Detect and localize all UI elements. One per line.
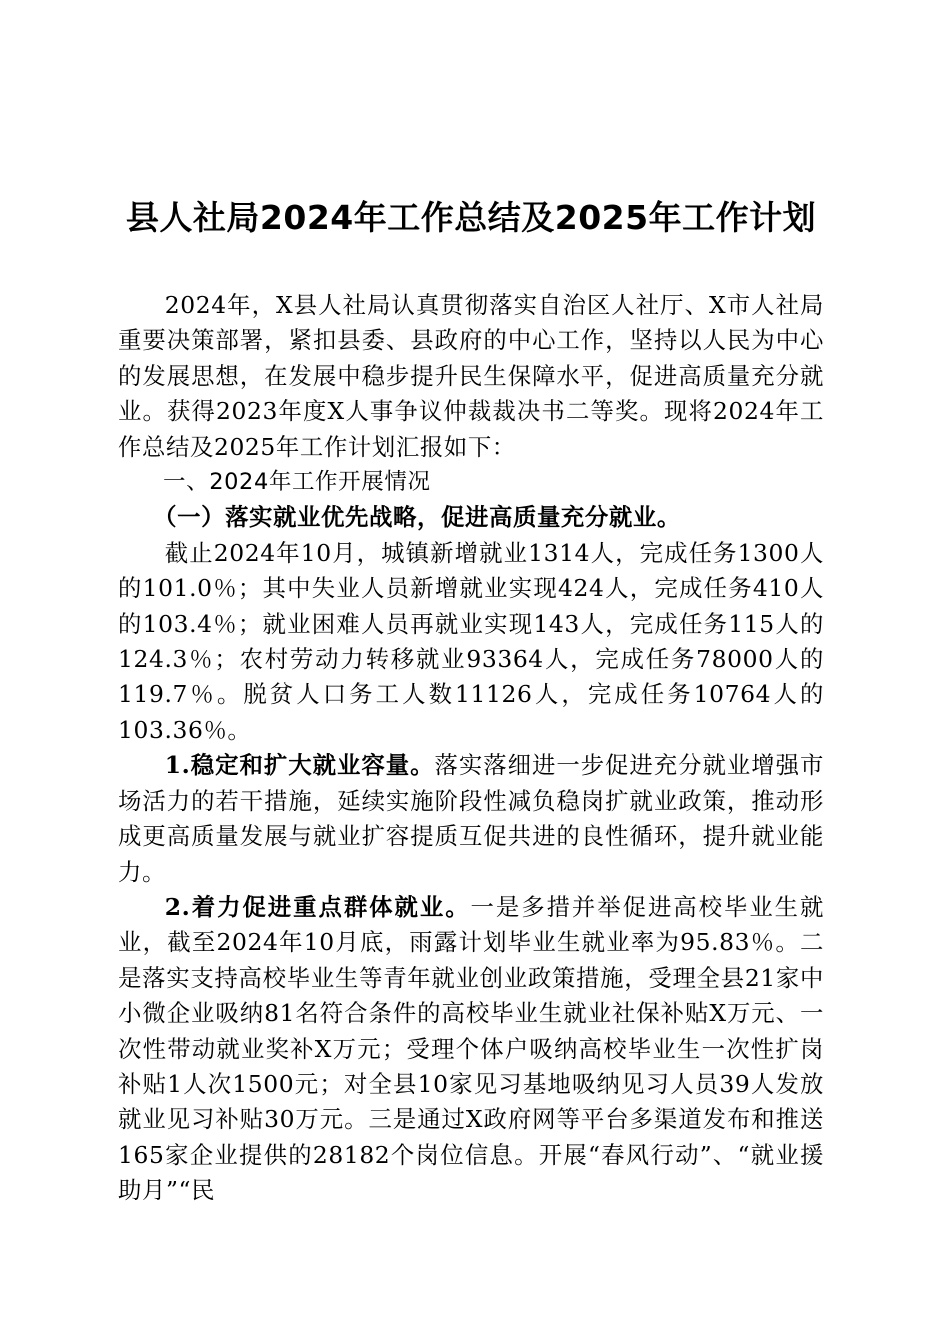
intro-paragraph: 2024年，X县人社局认真贯彻落实自治区人社厅、X市人社局重要决策部署，紧扣县委、县政府的中心工作，坚持以人民为中心的发展思想，在发展中稳步提升民生保障水平，促进高质量充分就业。获得2023年度X人事争议仲裁裁决书二等奖。现将2024年工作总结及2025年工作计划汇报如下： <box>118 291 824 461</box>
section-heading: 一、2024年工作开展情况 <box>163 469 431 496</box>
item-1-paragraph <box>118 748 824 890</box>
document-body <box>118 288 824 1209</box>
employment-stats-paragraph: 截止2024年10月，城镇新增就业1314人，完成任务1300人的101.0％；其中失业人员新增就业实现424人，完成任务410人的103.4％；就业困难人员再就业实现143人，完成任务115人的124.3％；农村劳动力转移就业93364人，完成任务78000人的119.7％。脱贫人口务工人数11126人，完成任务10764人的103.36％。 <box>118 538 824 744</box>
item-2-text: 一是多措并举促进高校毕业生就业，截至2024年10月底，雨露计划毕业生就业率为95.83％。二是落实支持高校毕业生等青年就业创业政策措施，受理全县21家中小微企业吸纳81名符合条件的高校毕业生就业社保补贴X万元、一次性带动就业奖补X万元；受理个体户吸纳高校毕业生一次性扩岗补贴1人次1500元；对全县10家见习基地吸纳见习人员39人发放就业见习补贴30万元。三是通过X政府网等平台多渠道发布和推送165家企业提供的28182个岗位信息。开展“春风行动”、“就业援助月”“民 <box>118 892 824 1205</box>
document-title: 县人社局2024年工作总结及2025年工作计划 <box>125 198 817 237</box>
item-1-text: 落实落细进一步促进充分就业增强市场活力的若干措施，延续实施阶段性减负稳岗扩就业政策，推动形成更高质量发展与就业扩容提质互促共进的良性循环，提升就业能力。 <box>118 751 824 886</box>
item-2-paragraph <box>118 890 824 1209</box>
item-1-lead: 1.稳定和扩大就业容量。 <box>164 751 435 780</box>
item-2-lead: 2.着力促进重点群体就业。 <box>164 892 471 921</box>
subsection-heading: （一）落实就业优先战略，促进高质量充分就业。 <box>153 503 681 532</box>
